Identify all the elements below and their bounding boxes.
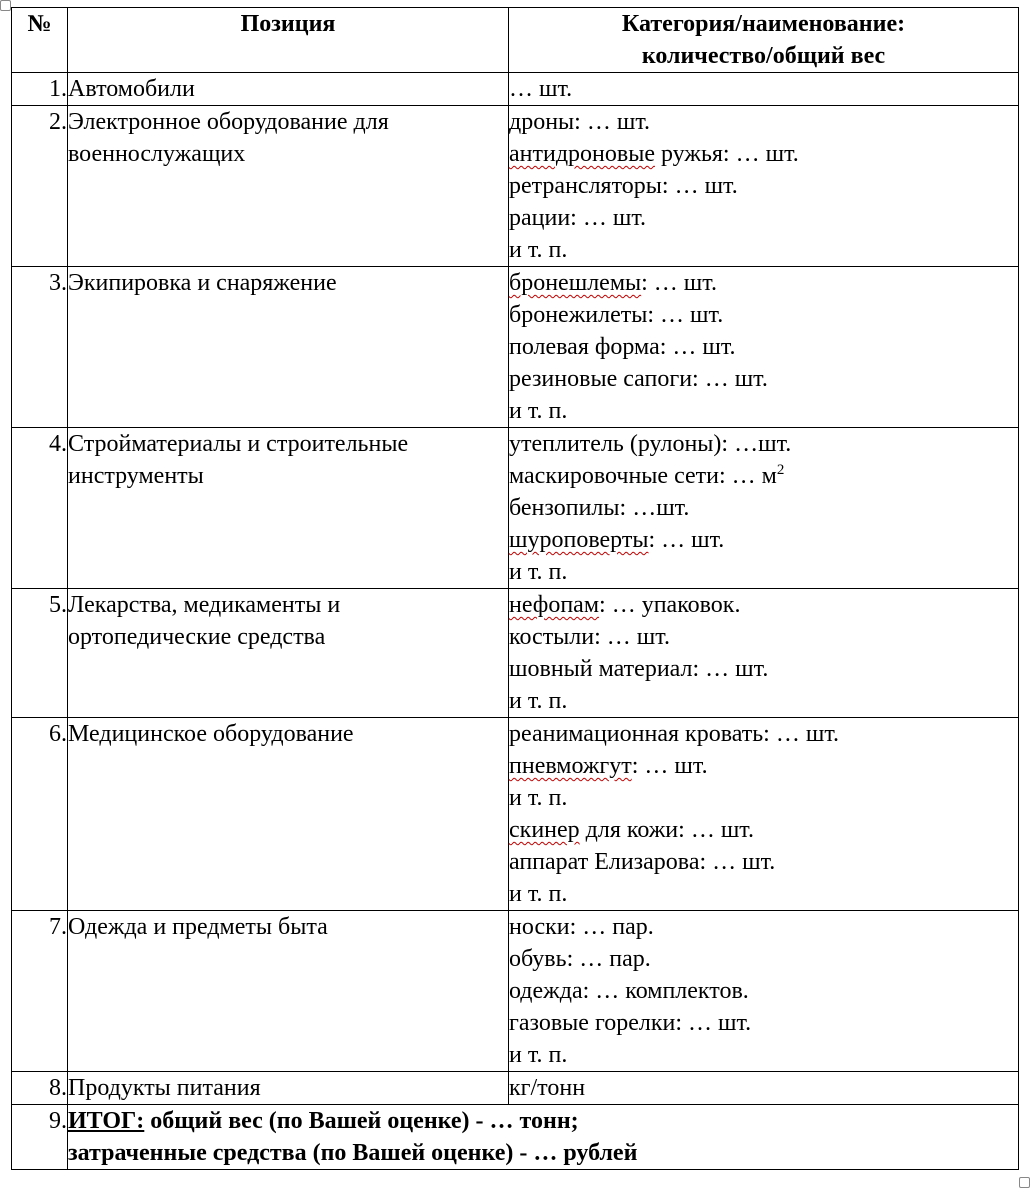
row-position — [68, 428, 509, 589]
item-line — [509, 460, 1018, 492]
item-line: и т. п. — [509, 1042, 568, 1068]
row-items — [509, 73, 1019, 106]
row-number: 6. — [12, 718, 68, 911]
item-line: утеплитель (рулоны): …шт. — [509, 431, 792, 457]
row-number: 2. — [12, 106, 68, 267]
total-row — [12, 1105, 1019, 1170]
row-position — [68, 589, 509, 718]
table-row — [12, 1072, 1019, 1105]
header-category-line1: Категория/наименование: — [621, 11, 906, 37]
item-line: антидроновые ружья: … шт. — [509, 141, 799, 167]
row-number: 5. — [12, 589, 68, 718]
row-number: 4. — [12, 428, 68, 589]
position-line: Экипировка и снаряжение — [68, 270, 337, 296]
row-number: 9. — [12, 1105, 68, 1170]
item-line: и т. п. — [509, 785, 568, 811]
spellcheck-flag[interactable]: бронешлемы — [509, 270, 642, 296]
item-line: и т. п. — [509, 688, 568, 714]
item-line: аппарат Елизарова: … шт. — [509, 849, 776, 875]
item-line: и т. п. — [509, 559, 568, 585]
position-line: Одежда и предметы быта — [68, 914, 328, 940]
spellcheck-flag[interactable]: пневможгут — [509, 753, 632, 779]
item-line: и т. п. — [509, 881, 568, 907]
header-category-line2: количество/общий вес — [641, 43, 886, 69]
table-row — [12, 106, 1019, 267]
spellcheck-flag[interactable]: шуроповерты — [509, 527, 649, 553]
spellcheck-flag[interactable]: антидроновые — [509, 141, 655, 167]
spellcheck-flag[interactable]: нефопам — [509, 592, 600, 618]
item-line: резиновые сапоги: … шт. — [509, 366, 768, 392]
item-line: газовые горелки: … шт. — [509, 1010, 752, 1036]
item-line: … шт. — [509, 76, 573, 102]
position-line: ортопедические средства — [68, 624, 326, 650]
item-line: скинер для кожи: … шт. — [509, 817, 754, 843]
item-line: дроны: … шт. — [509, 109, 651, 135]
row-items — [509, 1072, 1019, 1105]
table-row — [12, 589, 1019, 718]
total-label: ИТОГ: — [68, 1108, 145, 1134]
total-summary — [68, 1105, 1019, 1170]
position-line: Лекарства, медикаменты и — [68, 592, 341, 618]
header-category — [509, 8, 1019, 73]
position-line: Стройматериалы и строительные — [68, 431, 409, 457]
item-line: и т. п. — [509, 398, 568, 424]
item-line: носки: … пар. — [509, 914, 654, 940]
row-position — [68, 911, 509, 1072]
superscript: 2 — [776, 462, 785, 478]
row-number: 3. — [12, 267, 68, 428]
item-text: маскировочные сети: … м — [509, 463, 777, 489]
table-row — [12, 73, 1019, 106]
item-line: ретрансляторы: … шт. — [509, 173, 738, 199]
total-weight-text: общий вес (по Вашей оценке) - … тонн; — [144, 1108, 579, 1134]
item-line: и т. п. — [509, 237, 568, 263]
row-items — [509, 911, 1019, 1072]
position-line: Продукты питания — [68, 1075, 261, 1101]
item-line: шовный материал: … шт. — [509, 656, 769, 682]
item-line: шуроповерты: … шт. — [509, 527, 725, 553]
item-line: одежда: … комплектов. — [509, 978, 749, 1004]
position-line: инструменты — [68, 463, 204, 489]
table-move-handle[interactable] — [0, 0, 11, 11]
donation-table — [11, 7, 1019, 1170]
spellcheck-flag[interactable]: скинер — [509, 817, 580, 843]
header-position: Позиция — [68, 8, 509, 73]
item-line: бронежилеты: … шт. — [509, 302, 724, 328]
item-line: полевая форма: … шт. — [509, 334, 736, 360]
row-items — [509, 106, 1019, 267]
row-number: 7. — [12, 911, 68, 1072]
row-position — [68, 1072, 509, 1105]
item-line: бронешлемы: … шт. — [509, 270, 717, 296]
row-position — [68, 267, 509, 428]
item-line: бензопилы: …шт. — [509, 495, 690, 521]
position-line: Автомобили — [68, 76, 195, 102]
table-row — [12, 428, 1019, 589]
table-resize-handle[interactable] — [1019, 1177, 1030, 1188]
header-num: № — [12, 8, 68, 73]
row-items — [509, 428, 1019, 589]
row-position — [68, 73, 509, 106]
total-line1 — [68, 1105, 1018, 1137]
header-row — [12, 8, 1019, 73]
position-line: Медицинское оборудование — [68, 721, 354, 747]
row-position — [68, 718, 509, 911]
item-line: реанимационная кровать: … шт. — [509, 721, 839, 747]
item-line: пневможгут: … шт. — [509, 753, 708, 779]
position-line: военнослужащих — [68, 141, 246, 167]
item-line: рации: … шт. — [509, 205, 647, 231]
total-line2: затраченные средства (по Вашей оценке) - … рублей — [68, 1140, 638, 1166]
table-row — [12, 718, 1019, 911]
row-position — [68, 106, 509, 267]
row-number: 8. — [12, 1072, 68, 1105]
table-row — [12, 911, 1019, 1072]
item-line: нефопам: … упаковок. — [509, 592, 741, 618]
item-line: кг/тонн — [509, 1075, 586, 1101]
row-items — [509, 267, 1019, 428]
row-items — [509, 718, 1019, 911]
position-line: Электронное оборудование для — [68, 109, 389, 135]
item-line: обувь: … пар. — [509, 946, 651, 972]
row-items — [509, 589, 1019, 718]
row-number: 1. — [12, 73, 68, 106]
table-row — [12, 267, 1019, 428]
item-line: костыли: … шт. — [509, 624, 670, 650]
